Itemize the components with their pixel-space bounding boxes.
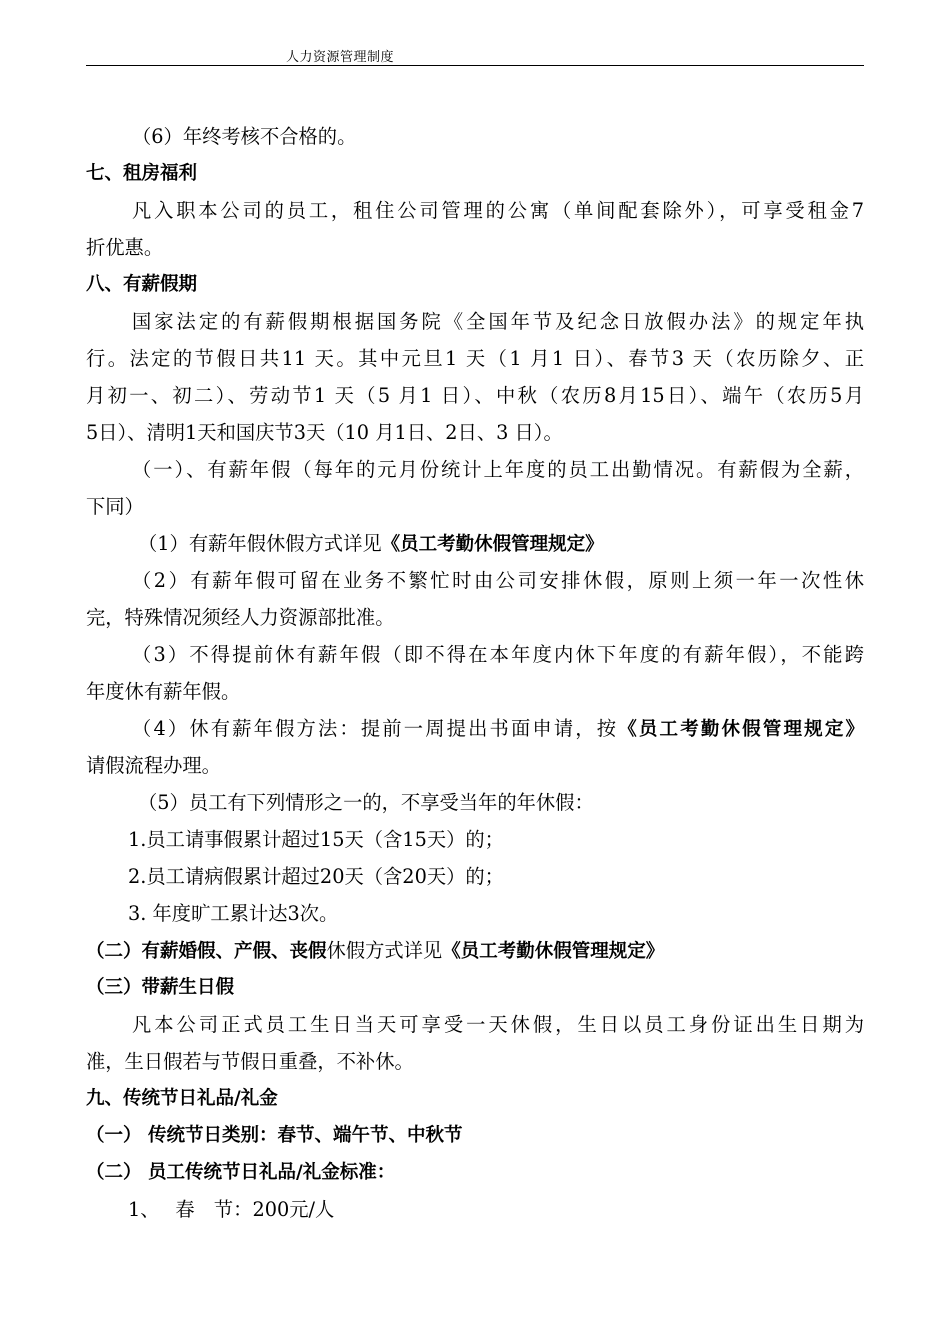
list-item: 2.员工请病假累计超过20天（含20天）的； (128, 865, 504, 888)
section-heading: 七、租房福利 (86, 163, 198, 184)
text-line: 下同） (86, 495, 144, 518)
text-line: （6）年终考核不合格的。 (132, 125, 357, 148)
section-heading: 八、有薪假期 (86, 274, 198, 295)
text-line: 凡本公司正式员工生日当天可享受一天休假，生日以员工身份证出生日期为 (132, 1013, 864, 1036)
text-span: 休假方式详见 (326, 939, 443, 962)
text-line: （2）有薪年假可留在业务不繁忙时由公司安排休假，原则上须一年一次性休 (132, 569, 864, 592)
regulation-reference: 《员工考勤休假管理规定》 (618, 719, 864, 740)
text-span: （4）休有薪年假方法：提前一周提出书面申请，按 (132, 717, 619, 740)
text-line: 凡入职本公司的员工，租住公司管理的公寓（单间配套除外），可享受租金7 (132, 199, 864, 222)
text-line: （5）员工有下列情形之一的，不享受当年的年休假： (138, 791, 594, 814)
text-line: 月初一、初二）、劳动节1 天（5 月1 日）、中秋（农历8月15日）、端午（农历5月 (86, 384, 864, 407)
header-title: 人力资源管理制度 (286, 50, 395, 65)
text-line: 行。法定的节假日共11 天。其中元旦1 天（1 月1 日）、春节3 天（农历除夕、正 (86, 347, 864, 370)
subsection-heading: （二） 员工传统节日礼品/礼金标准： (86, 1162, 396, 1183)
document-body (86, 118, 864, 1228)
list-item: 3. 年度旷工累计达3次。 (128, 902, 339, 925)
text-line (86, 932, 864, 969)
text-line (86, 525, 864, 562)
text-line: 年度休有薪年假。 (86, 680, 241, 703)
text-span: （1）有薪年假休假方式详见 (138, 532, 382, 555)
text-line: 请假流程办理。 (86, 754, 221, 777)
regulation-reference: 《员工考勤休假管理规定》 (442, 941, 665, 962)
text-line: 国家法定的有薪假期根据国务院《全国年节及纪念日放假办法》的规定年执 (132, 310, 864, 333)
list-item: 1.员工请事假累计超过15天（含15天）的； (128, 828, 504, 851)
text-line: （一）、有薪年假（每年的元月份统计上年度的员工出勤情况。有薪假为全薪， (132, 458, 864, 481)
text-line: （3）不得提前休有薪年假（即不得在本年度内休下年度的有薪年假），不能跨 (132, 643, 864, 666)
subsection-heading: （二）有薪婚假、产假、丧假 (86, 941, 327, 962)
subsection-heading: （三）带薪生日假 (86, 977, 235, 998)
text-line: 折优惠。 (86, 236, 164, 259)
list-item: 1、 春 节：200元/人 (128, 1198, 335, 1221)
page-header (86, 44, 864, 66)
section-heading: 九、传统节日礼品/礼金 (86, 1088, 278, 1109)
subsection-heading: （一） 传统节日类别：春节、端午节、中秋节 (86, 1125, 463, 1146)
text-line: 5日）、清明1天和国庆节3天（10 月1日、2日、3 日）。 (86, 421, 563, 444)
text-line: 准，生日假若与节假日重叠，不补休。 (86, 1050, 414, 1073)
regulation-reference: 《员工考勤休假管理规定》 (381, 534, 604, 555)
text-line (86, 710, 864, 747)
text-line: 完，特殊情况须经人力资源部批准。 (86, 606, 395, 629)
